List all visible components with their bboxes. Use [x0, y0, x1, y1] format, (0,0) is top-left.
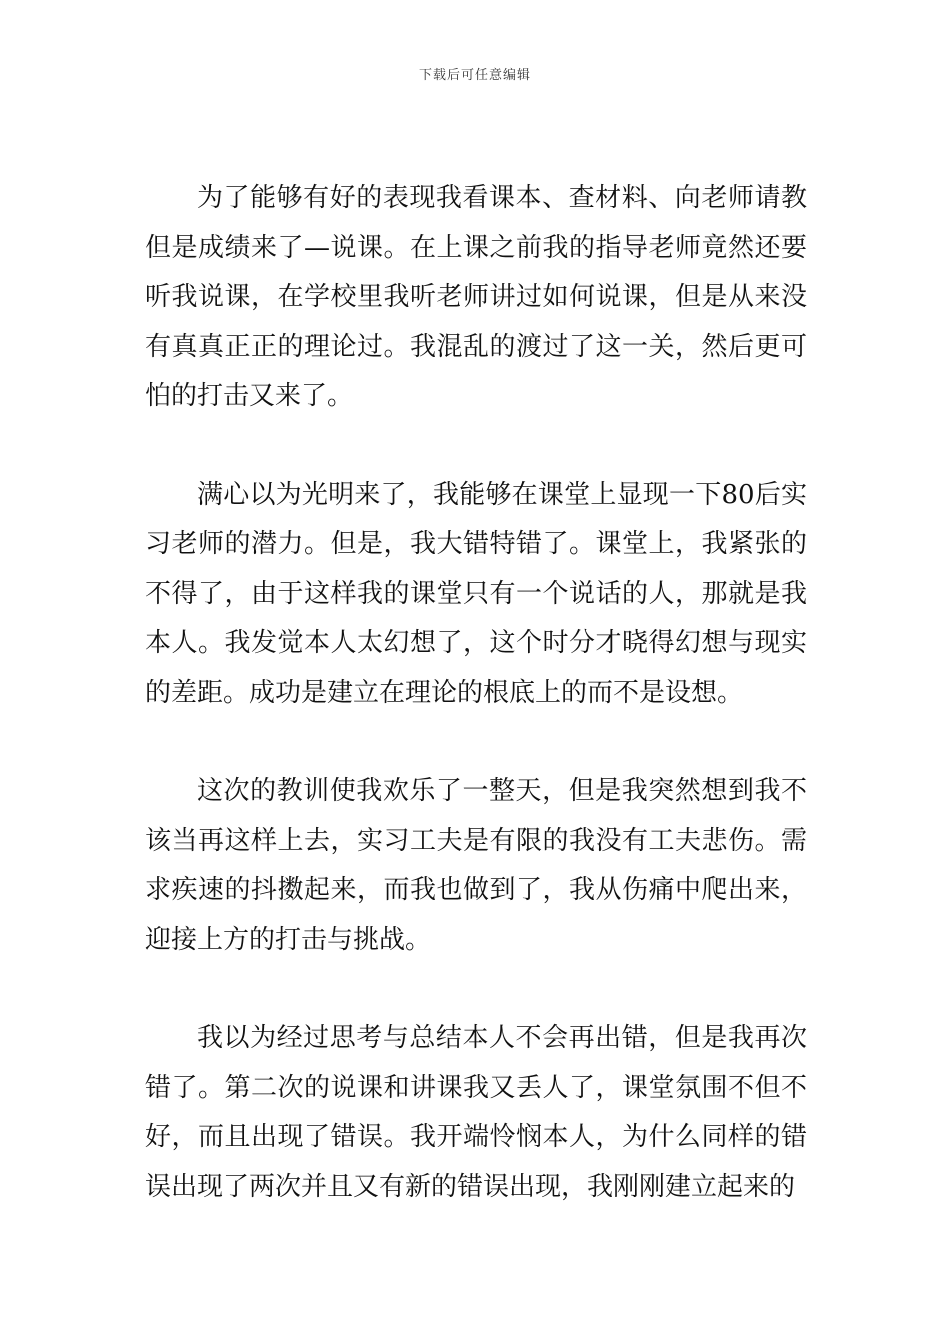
document-body: [145, 174, 807, 1261]
paragraph-4: 我以为经过思考与总结本人不会再出错，但是我再次错了。第二次的说课和讲课我又丢人了，课堂氛围不但不好，而且出现了错误。我开端怜悯本人，为什么同样的错误出现了两次并且又有新的错误出现，我刚刚建立起来的: [145, 1023, 807, 1202]
paragraph-3: 这次的教训使我欢乐了一整天，但是我突然想到我不该当再这样上去，实习工夫是有限的我没有工夫悲伤。需求疾速的抖擞起来，而我也做到了，我从伤痛中爬出来，迎接上方的打击与挑战。: [145, 776, 807, 955]
paragraph-1: 为了能够有好的表现我看课本、查材料、向老师请教但是成绩来了—说课。在上课之前我的指导老师竟然还要听我说课，在学校里我听老师讲过如何说课，但是从来没有真真正正的理论过。我混乱的渡过了这一关，然后更可怕的打击又来了。: [145, 183, 807, 411]
paragraph-2: 满心以为光明来了，我能够在课堂上显现一下80后实习老师的潜力。但是，我大错特错了。课堂上，我紧张的不得了，由于这样我的课堂只有一个说话的人，那就是我本人。我发觉本人太幻想了，这个时分才晓得幻想与现实的差距。成功是建立在理论的根底上的而不是设想。: [145, 479, 807, 708]
page-header: 下载后可任意编辑: [418, 68, 531, 83]
